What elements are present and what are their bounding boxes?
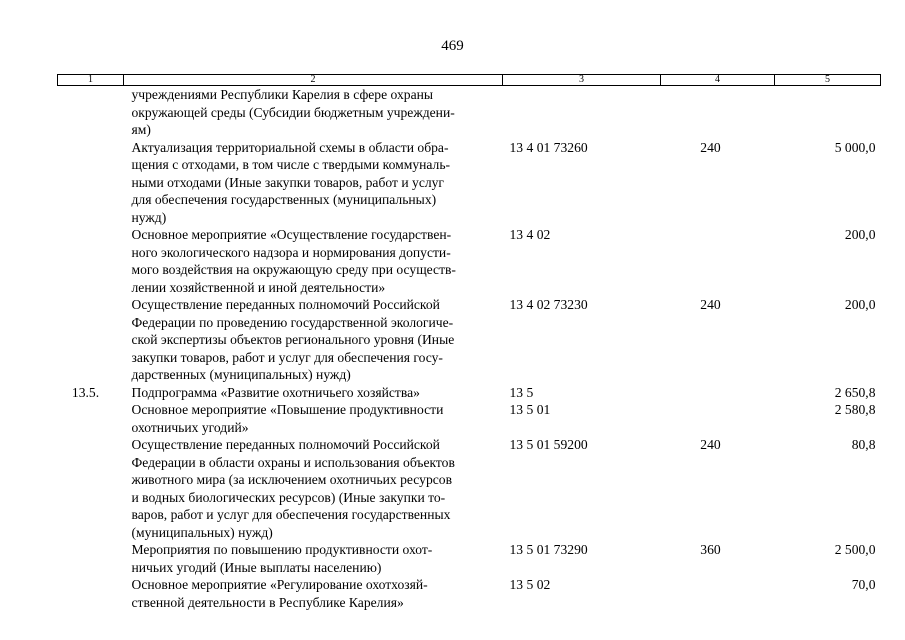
description-line: Основное мероприятие «Регулирование охотхозяй-: [131, 577, 428, 592]
row-description: [124, 226, 503, 296]
row-number: [58, 296, 124, 384]
column-header-4: 4: [661, 75, 775, 86]
table-row: [58, 436, 881, 541]
description-line: охотничьих угодий»: [131, 419, 249, 435]
description-line: Актуализация территориальной схемы в области обра-: [131, 139, 449, 155]
description-line: ничьих угодий (Иные выплаты населению): [131, 559, 382, 575]
expense-type-code: [661, 226, 775, 296]
description-line: варов, работ и услуг для обеспечения государственных: [131, 507, 451, 522]
row-number: [58, 139, 124, 227]
row-description: [124, 576, 503, 611]
amount-value: 5 000,0: [834, 139, 876, 155]
amount-value: 2 500,0: [834, 542, 876, 557]
table-body: [58, 86, 881, 612]
expense-type-code: [661, 576, 775, 611]
description-line: закупки товаров, работ и услуг для обеспечения госу-: [131, 349, 443, 365]
description-line: лении хозяйственной и иной деятельности»: [131, 279, 386, 295]
row-number: [58, 541, 124, 576]
budget-code: [503, 86, 661, 139]
description-line: ственной деятельности в Республике Карелия»: [131, 594, 404, 610]
description-line: ской экспертизы объектов регионального уровня (Иные: [131, 332, 455, 347]
description-line: нужд): [131, 209, 167, 225]
description-line: Подпрограмма «Развитие охотничьего хозяйства»: [131, 384, 420, 400]
row-number: [58, 436, 124, 541]
amount-value: 80,8: [851, 437, 876, 452]
expense-type-code: 360: [700, 542, 721, 557]
column-number-header-row: [58, 75, 881, 86]
description-line: Федерации по проведению государственной экологиче-: [131, 314, 454, 330]
description-line: мого воздействия на окружающую среду при осуществ-: [131, 262, 456, 277]
description-line: животного мира (за исключением охотничьих ресурсов: [131, 472, 452, 487]
description-line: дарственных (муниципальных) нужд): [131, 367, 351, 382]
row-description: [124, 296, 503, 384]
column-header-5: 5: [775, 75, 881, 86]
row-number: [58, 226, 124, 296]
table-row: [58, 139, 881, 227]
description-line: ными отходами (Иные закупки товаров, работ и услуг: [131, 174, 445, 190]
expense-type-code: 240: [700, 297, 721, 312]
table-row: [58, 384, 881, 402]
expense-type-code: 240: [700, 437, 721, 452]
budget-code: 13 5 01 59200: [509, 437, 588, 452]
row-description: [124, 401, 503, 436]
amount-value: 2 650,8: [834, 384, 876, 400]
expense-type-code: [661, 86, 775, 139]
amount-value: 70,0: [851, 577, 876, 592]
description-line: щения с отходами, в том числе с твердыми коммуналь-: [131, 157, 451, 172]
description-line: ного экологического надзора и нормирования допусти-: [131, 244, 451, 260]
description-line: окружающей среды (Субсидии бюджетным учреждени-: [131, 104, 455, 120]
row-description: [124, 139, 503, 227]
row-description: [124, 86, 503, 139]
row-number: 13.5.: [71, 384, 100, 400]
description-line: для обеспечения государственных (муниципальных): [131, 192, 437, 207]
expense-type-code: 240: [700, 139, 721, 155]
description-line: (муниципальных) нужд): [131, 524, 273, 540]
row-number: [58, 401, 124, 436]
expense-type-code: [661, 384, 775, 402]
amount-value: [775, 86, 881, 139]
expense-type-code: [661, 401, 775, 436]
budget-code: 13 4 02 73230: [509, 297, 588, 312]
row-description: [124, 541, 503, 576]
page-number: 469: [441, 38, 464, 54]
row-description: [124, 384, 503, 402]
description-line: ям): [131, 122, 151, 137]
budget-code: 13 5 02: [509, 577, 551, 592]
row-description: [124, 436, 503, 541]
amount-value: 2 580,8: [834, 402, 876, 417]
budget-table: [57, 74, 881, 611]
column-header-1: 1: [58, 75, 124, 86]
table-row: [58, 401, 881, 436]
table-row: [58, 296, 881, 384]
description-line: Федерации в области охраны и использования объектов: [131, 454, 455, 470]
table-row: [58, 576, 881, 611]
column-header-3: 3: [503, 75, 661, 86]
description-line: Основное мероприятие «Повышение продуктивности: [131, 402, 444, 417]
budget-code: 13 5 01: [509, 402, 551, 417]
amount-value: 200,0: [844, 297, 876, 312]
budget-code: 13 5: [509, 384, 534, 400]
description-line: Мероприятия по повышению продуктивности охот-: [131, 542, 433, 557]
table-row: [58, 226, 881, 296]
budget-code: 13 4 01 73260: [509, 139, 588, 155]
row-number: [58, 86, 124, 139]
budget-code: 13 5 01 73290: [509, 542, 588, 557]
description-line: учреждениями Республики Карелия в сфере охраны: [131, 87, 434, 102]
table-row: [58, 86, 881, 139]
row-number: [58, 576, 124, 611]
description-line: Осуществление переданных полномочий Российской: [131, 297, 440, 312]
table-row: [58, 541, 881, 576]
description-line: и водных биологических ресурсов) (Иные закупки то-: [131, 489, 446, 505]
amount-value: 200,0: [844, 227, 876, 242]
budget-code: 13 4 02: [509, 227, 551, 242]
column-header-2: 2: [124, 75, 503, 86]
description-line: Основное мероприятие «Осуществление государствен-: [131, 227, 452, 242]
description-line: Осуществление переданных полномочий Российской: [131, 437, 440, 452]
